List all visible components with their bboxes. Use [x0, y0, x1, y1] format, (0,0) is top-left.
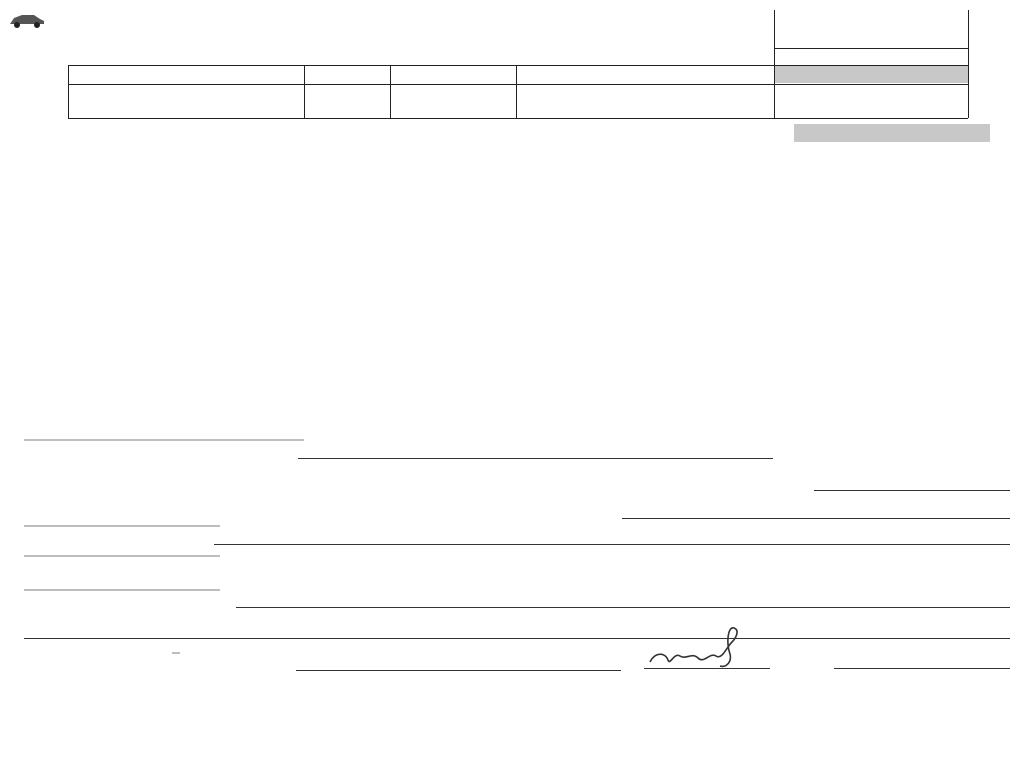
remarks-mkpp-label	[24, 525, 220, 527]
divider	[516, 65, 517, 118]
signature	[640, 622, 750, 672]
remarks-dvs-label	[24, 589, 220, 591]
divider	[304, 65, 305, 118]
divider	[68, 118, 968, 119]
odometer-label	[775, 66, 968, 83]
divider	[968, 10, 969, 118]
fio-line	[296, 670, 621, 671]
divider	[68, 84, 968, 85]
remarks-mkpp-line	[214, 544, 1010, 545]
removed-label	[24, 439, 304, 441]
removed-line	[298, 458, 773, 459]
divider	[774, 48, 968, 49]
separator-line	[24, 638, 1010, 639]
divider	[774, 10, 775, 118]
akpp-line	[622, 518, 1010, 519]
kpp-line	[814, 490, 1010, 491]
remarks-dvs-line	[236, 607, 1010, 608]
komplektnost-title	[794, 124, 990, 142]
divider	[68, 65, 69, 118]
divider	[390, 65, 391, 118]
tested-label	[172, 652, 180, 654]
logo-car-icon	[8, 12, 46, 28]
signature-line	[644, 668, 770, 669]
date-line	[834, 668, 1010, 669]
remarks-akpp-label	[24, 555, 220, 557]
